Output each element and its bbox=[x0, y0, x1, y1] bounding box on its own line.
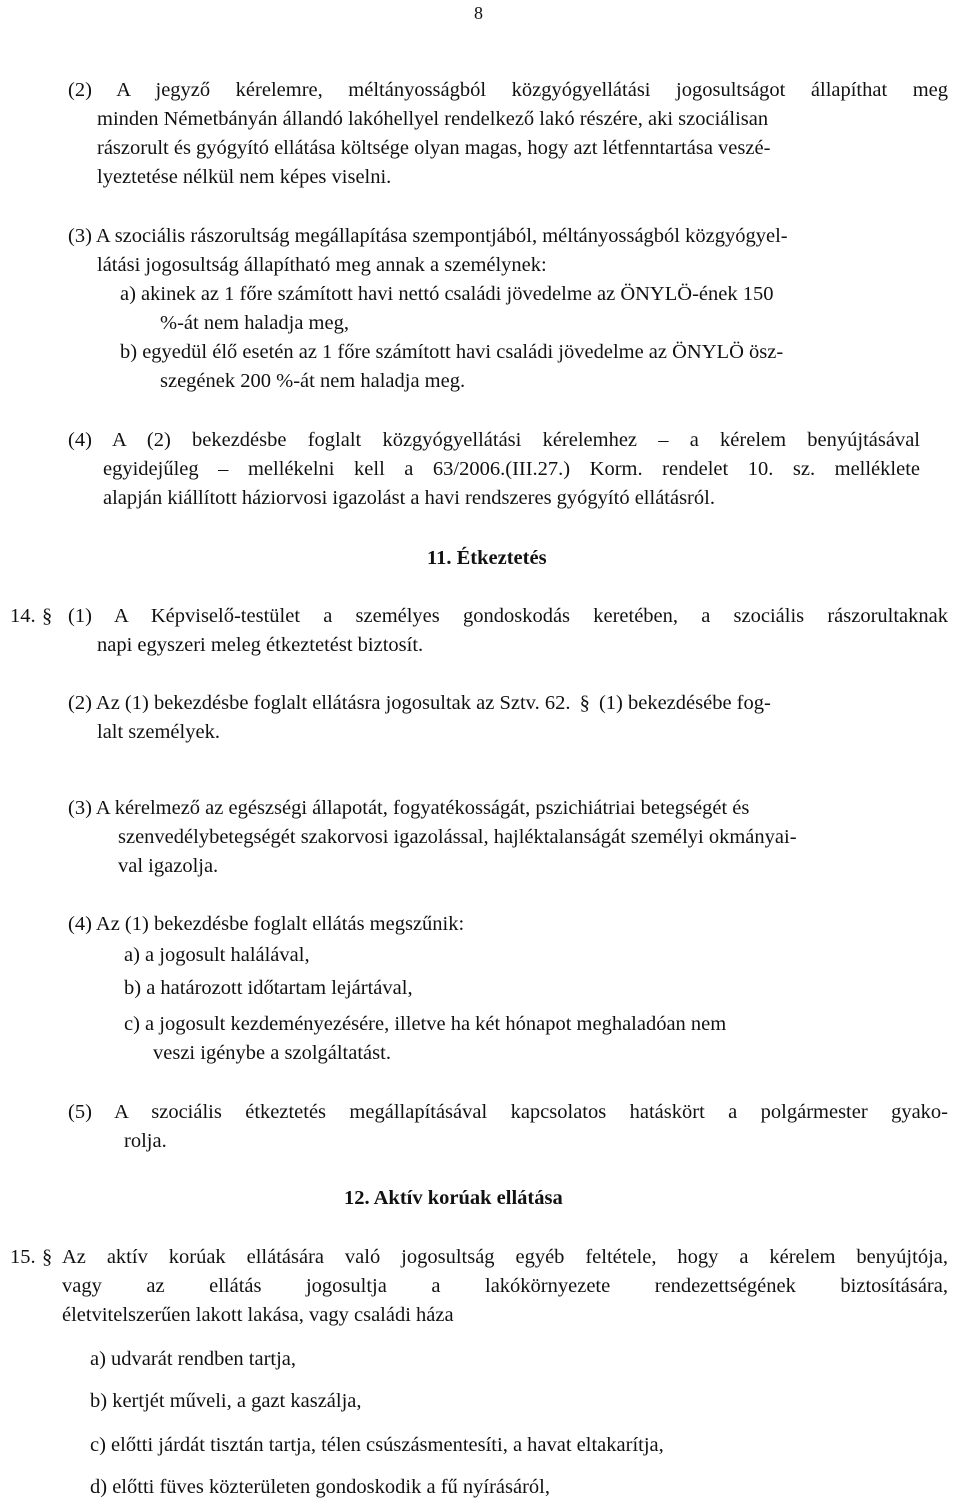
section-sign: § bbox=[42, 1246, 53, 1268]
paragraph-line: lalt személyek. bbox=[97, 721, 220, 743]
paragraph-line: lyeztetése nélkül nem képes viselni. bbox=[97, 166, 392, 188]
paragraph-line: szenvedélybetegségét szakorvosi igazolással, hajléktalanságát személyi okmányai- bbox=[118, 826, 797, 848]
paragraph-line: (1) A Képviselő-testület a személyes gondoskodás keretében, a szociális rászorultaknak bbox=[68, 605, 948, 627]
section-heading-12: 12. Aktív korúak ellátása bbox=[344, 1187, 563, 1209]
list-item-b: b) egyedül élő esetén az 1 főre számított havi családi jövedelme az ÖNYLÖ ösz- bbox=[120, 341, 784, 363]
paragraph-text: (2) Az (1) bekezdésbe foglalt ellátásra jogosultak az Sztv. 62. bbox=[68, 692, 571, 714]
list-item: a) a jogosult halálával, bbox=[124, 944, 310, 966]
paragraph-line: egyidejűleg – mellékelni kell a 63/2006.(III.27.) Korm. rendelet 10. sz. melléklete bbox=[103, 458, 920, 480]
paragraph-text: (1) bekezdésébe fog- bbox=[598, 692, 771, 714]
list-item-a: a) akinek az 1 főre számított havi nettó családi jövedelme az ÖNYLÖ-ének 150 bbox=[120, 283, 774, 305]
list-item: b) kertjét műveli, a gazt kaszálja, bbox=[90, 1390, 362, 1412]
list-item: d) előtti füves közterületen gondoskodik a fű nyírásáról, bbox=[90, 1476, 550, 1498]
paragraph-line: napi egyszeri meleg étkeztetést biztosít. bbox=[97, 634, 424, 656]
section-sign: § bbox=[579, 692, 590, 714]
paragraph-line: (4) Az (1) bekezdésbe foglalt ellátás megszűnik: bbox=[68, 913, 465, 935]
list-item: c) a jogosult kezdeményezésére, illetve ha két hónapot meghaladóan nem bbox=[124, 1013, 727, 1035]
list-item: c) előtti járdát tisztán tartja, télen csúszásmentesíti, a havat eltakarítja, bbox=[90, 1434, 664, 1456]
paragraph-line: val igazolja. bbox=[118, 855, 219, 877]
paragraph-line: (3) A szociális rászorultság megállapítása szempontjából, méltányosságból közgyógyel- bbox=[68, 225, 788, 247]
paragraph-line: (4) A (2) bekezdésbe foglalt közgyógyellátási kérelemhez – a kérelem benyújtásával bbox=[68, 429, 920, 451]
page-number: 8 bbox=[474, 3, 483, 23]
section-sign: § bbox=[42, 605, 53, 627]
paragraph-line: (3) A kérelmező az egészségi állapotát, fogyatékosságát, pszichiátriai betegségét és bbox=[68, 797, 750, 819]
paragraph-line: vagy az ellátás jogosultja a lakókörnyezete rendezettségének biztosítására, bbox=[62, 1275, 948, 1297]
paragraph-line: alapján kiállított háziorvosi igazolást a havi rendszeres gyógyító ellátásról. bbox=[103, 487, 715, 509]
paragraph-line: rolja. bbox=[124, 1130, 167, 1152]
paragraph-line: minden Németbányán állandó lakóhellyel rendelkező lakó részére, aki szociálisan bbox=[97, 108, 769, 130]
list-item-a-cont: %-át nem haladja meg, bbox=[160, 312, 349, 334]
list-item-cont: veszi igénybe a szolgáltatást. bbox=[153, 1042, 391, 1064]
paragraph-line: (2) A jegyző kérelemre, méltányosságból közgyógyellátási jogosultságot állapíthat meg bbox=[68, 79, 948, 101]
section-number: 14. bbox=[10, 605, 36, 627]
list-item: a) udvarát rendben tartja, bbox=[90, 1348, 297, 1370]
paragraph-line bbox=[68, 693, 771, 714]
paragraph-line: Az aktív korúak ellátására való jogosultság egyéb feltétele, hogy a kérelem benyújtója, bbox=[62, 1246, 948, 1268]
section-heading-11: 11. Étkeztetés bbox=[427, 547, 547, 569]
paragraph-line: (5) A szociális étkeztetés megállapításával kapcsolatos hatáskört a polgármester gyako- bbox=[68, 1101, 948, 1123]
section-number: 15. bbox=[10, 1246, 36, 1268]
paragraph-line: látási jogosultság állapítható meg annak a személynek: bbox=[97, 254, 547, 276]
list-item-b-cont: szegének 200 %-át nem haladja meg. bbox=[160, 370, 466, 392]
paragraph-line: rászorult és gyógyító ellátása költsége olyan magas, hogy azt létfenntartása veszé- bbox=[97, 137, 771, 159]
paragraph-line: életvitelszerűen lakott lakása, vagy családi háza bbox=[62, 1304, 454, 1326]
list-item: b) a határozott időtartam lejártával, bbox=[124, 977, 413, 999]
